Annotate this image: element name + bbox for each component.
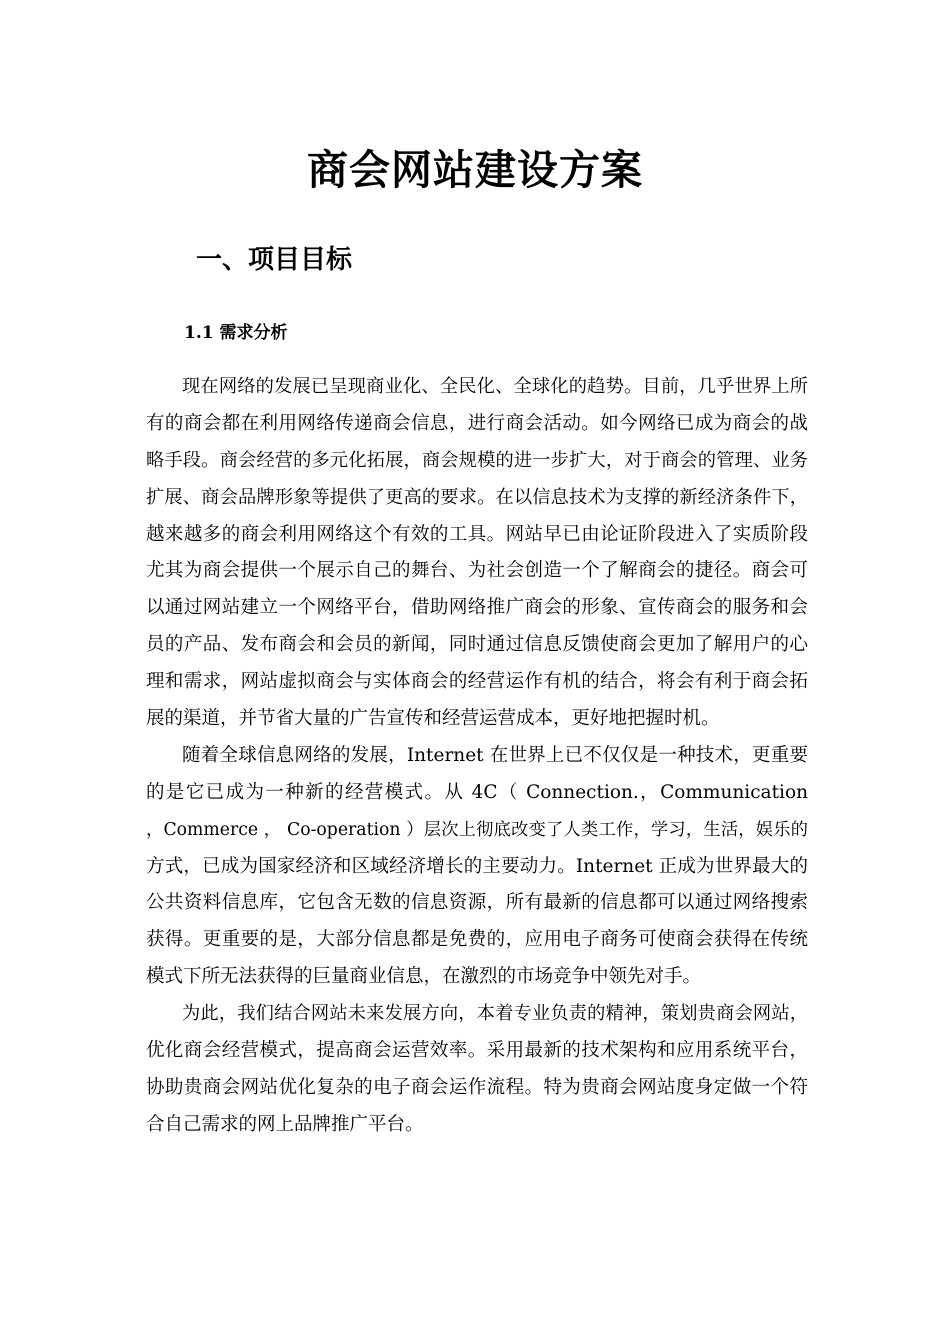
paragraph-line: 随着全球信息网络的发展，Internet 在世界上已不仅仅是一种技术，更重要 [182, 744, 808, 766]
paragraph-line: 合自己需求的网上品牌推广平台。 [146, 1113, 424, 1135]
paragraph-line: 现在网络的发展已呈现商业化、全民化、全球化的趋势。目前，几乎世界上所 [182, 376, 808, 397]
paragraph-line: 展的渠道，并节省大量的广告宣传和经营运营成本，更好地把握时机。 [146, 708, 720, 730]
body-text [146, 369, 808, 1144]
paragraph-line: 有的商会都在利用网络传递商会信息，进行商会活动。如今网络已成为商会的战 [146, 412, 808, 434]
paragraph-line: 方式，已成为国家经济和区域经济增长的主要动力。Internet 正成为世界最大的 [146, 855, 808, 877]
paragraph-line: 获得。更重要的是，大部分信息都是免费的，应用电子商务可使商会获得在传统 [146, 929, 808, 951]
paragraph-line: 优化商会经营模式，提高商会运营效率。采用最新的技术架构和应用系统平台， [146, 1040, 808, 1062]
subsection-heading-requirements: 1.1 需求分析 [184, 323, 288, 343]
paragraph-line: 略手段。商会经营的多元化拓展，商会规模的进一步扩大，对于商会的管理、业务 [146, 449, 808, 471]
paragraph-line: 以通过网站建立一个网络平台，借助网络推广商会的形象、宣传商会的服务和会 [146, 597, 808, 619]
paragraph-line: 尤其为商会提供一个展示自己的舞台、为社会创造一个了解商会的捷径。商会可 [146, 560, 808, 582]
paragraph-line: 的是它已成为一种新的经营模式。从 4C（ Connection.，Communication [146, 781, 808, 803]
section-heading-project-goals: 一、项目目标 [196, 245, 353, 275]
paragraph-line: 协助贵商会网站优化复杂的电子商会运作流程。特为贵商会网站度身定做一个符 [146, 1076, 808, 1098]
paragraph-line: 扩展、商会品牌形象等提供了更高的要求。在以信息技术为支撑的新经济条件下， [146, 486, 808, 508]
paragraph-line: 为此，我们结合网站未来发展方向，本着专业负责的精神，策划贵商会网站， [182, 1003, 808, 1025]
paragraph-line: 越来越多的商会利用网络这个有效的工具。网站早已由论证阶段进入了实质阶段 [146, 523, 808, 545]
document-title: 商会网站建设方案 [307, 146, 643, 194]
paragraph-line: 理和需求，网站虚拟商会与实体商会的经营运作有机的结合，将会有利于商会拓 [146, 671, 808, 693]
paragraph-line: 模式下所无法获得的巨量商业信息，在激烈的市场竞争中领先对手。 [146, 966, 702, 988]
paragraph-line: 公共资料信息库，它包含无数的信息资源，所有最新的信息都可以通过网络搜索 [146, 892, 808, 914]
paragraph-line: 员的产品、发布商会和会员的新闻，同时通过信息反馈使商会更加了解用户的心 [146, 634, 808, 656]
paragraph-line: ，Commerce ， Co-operation ）层次上彻底改变了人类工作，学习，生活，娱乐的 [146, 819, 808, 840]
